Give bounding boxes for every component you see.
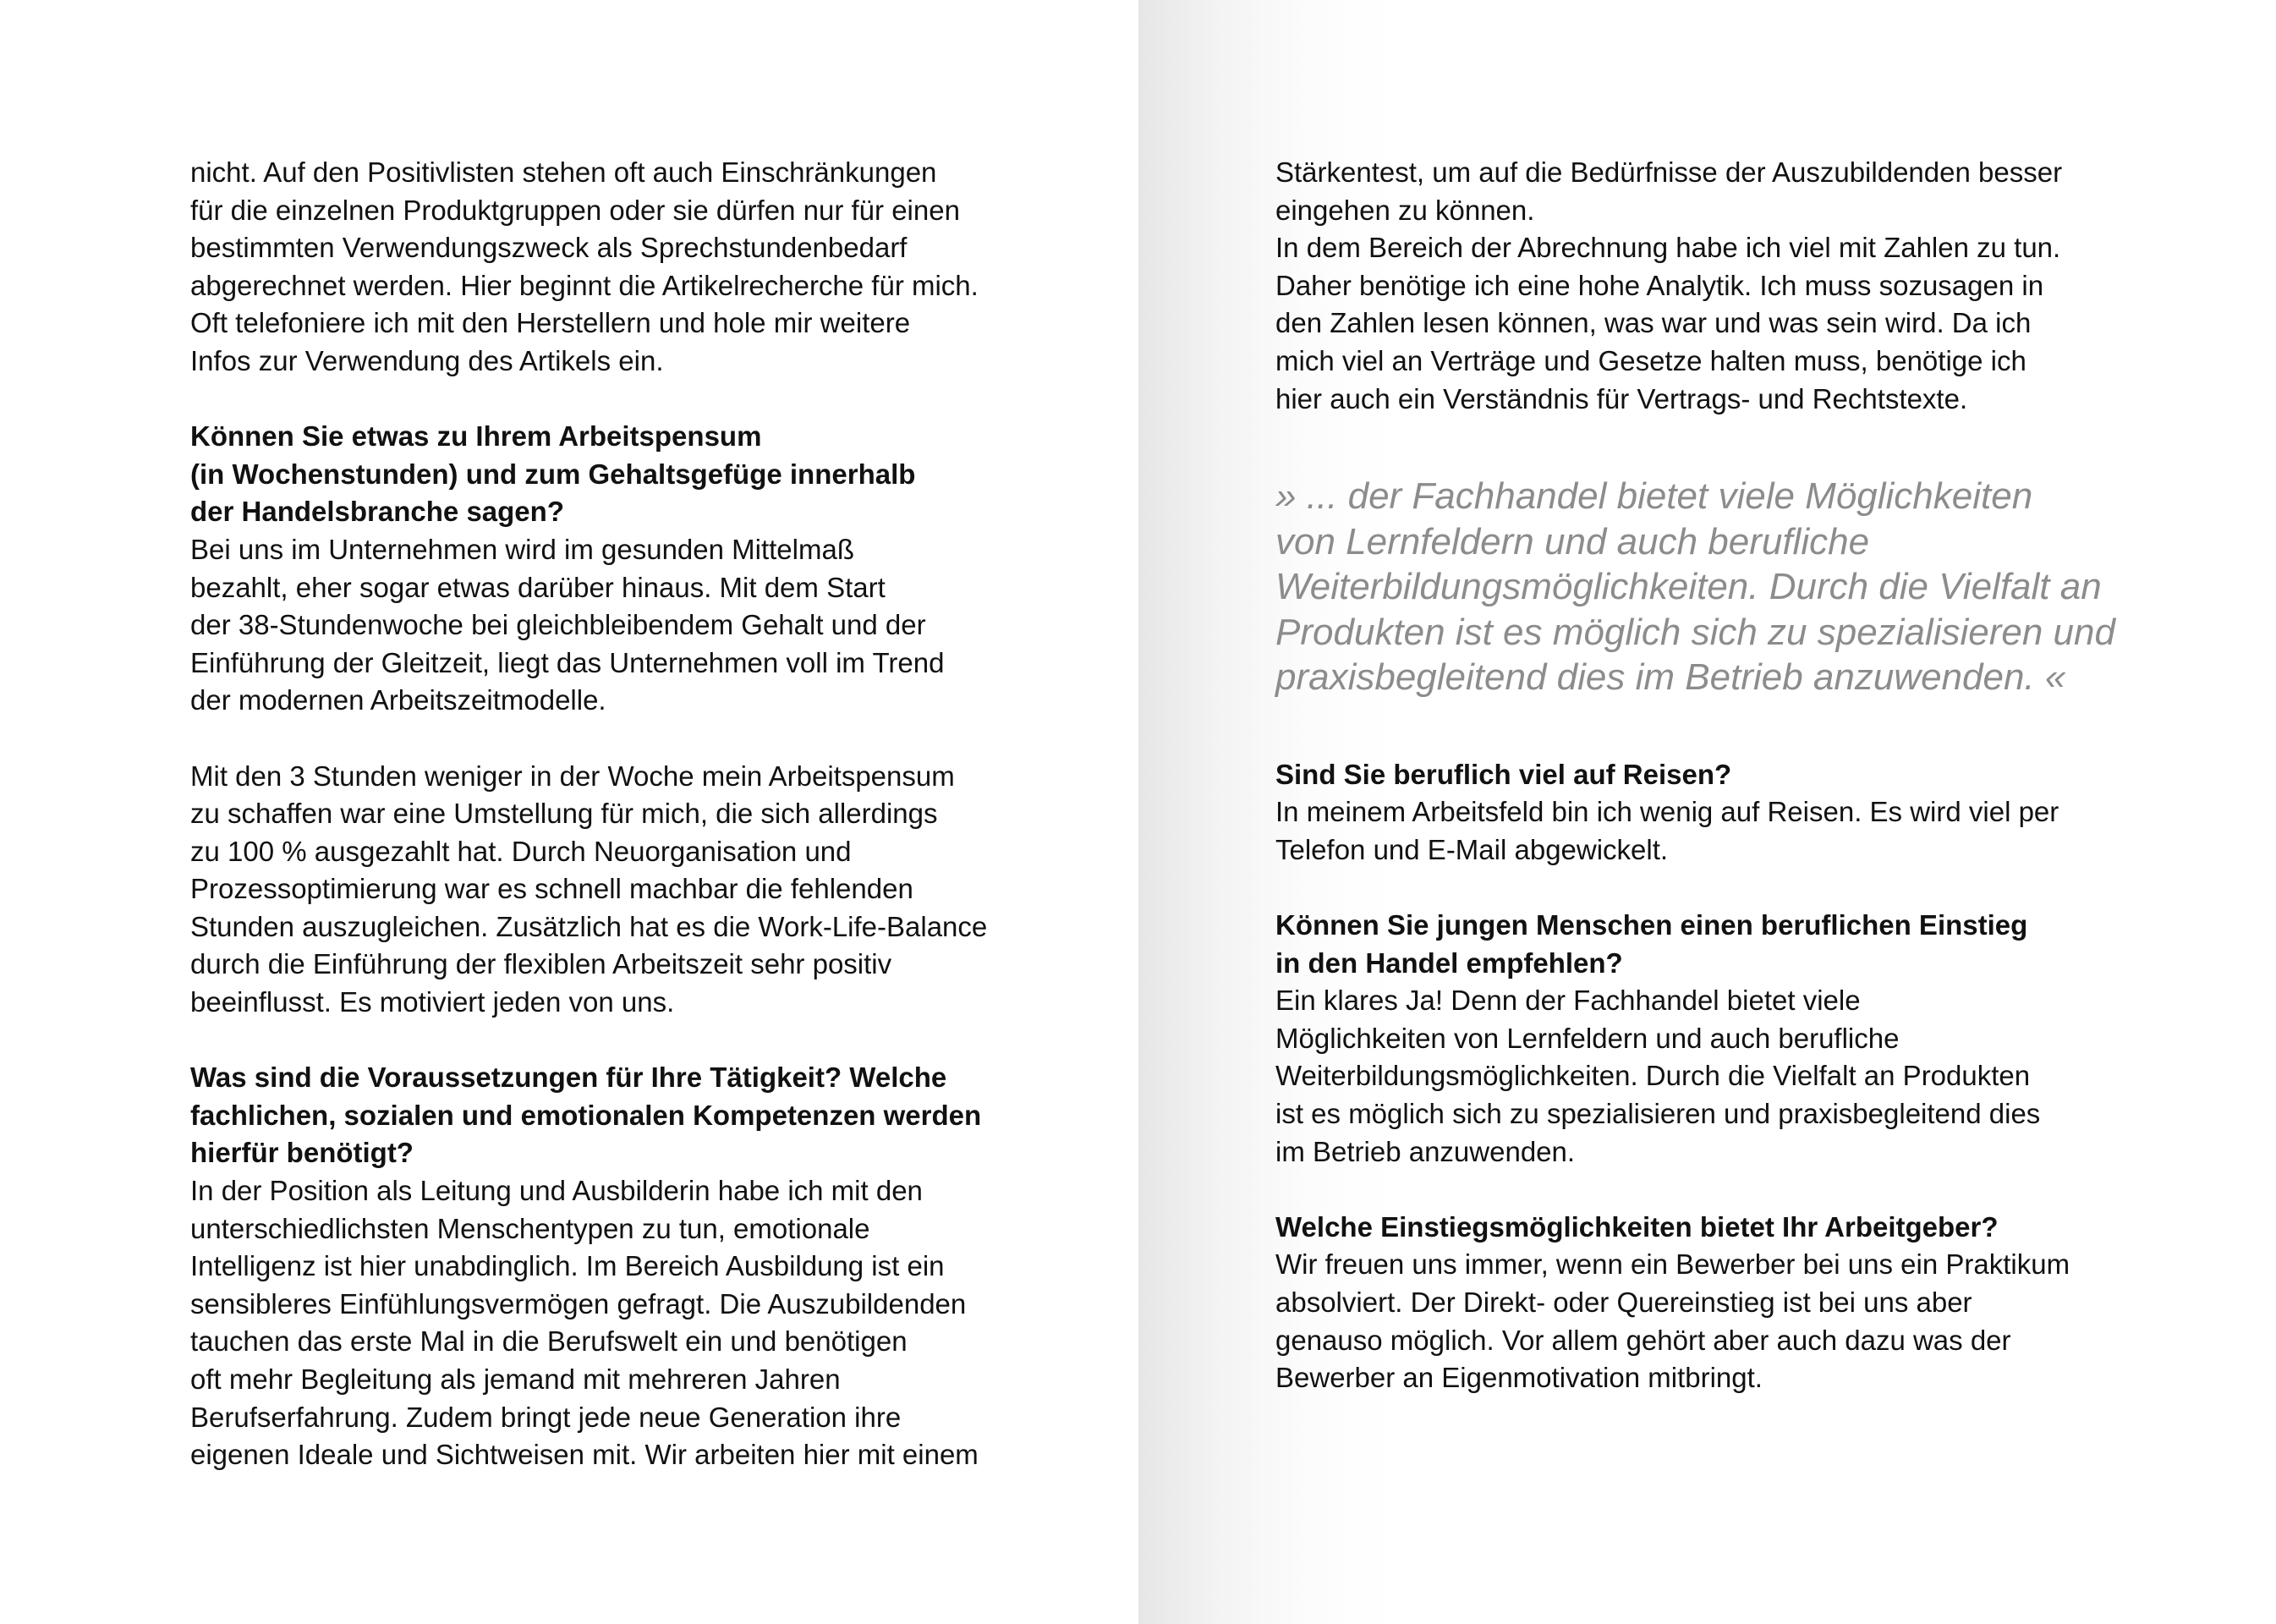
interview-answer bbox=[1275, 1246, 2189, 1396]
answer-line: Bewerber an Eigenmotivation mitbringt. bbox=[1275, 1362, 1763, 1394]
answer-line: In meinem Arbeitsfeld bin ich wenig auf Reisen. Es wird viel per bbox=[1275, 796, 2059, 828]
interview-answer bbox=[190, 531, 1036, 720]
question-line: (in Wochenstunden) und zum Gehaltsgefüge innerhalb bbox=[190, 458, 916, 490]
answer-line: bezahlt, eher sogar etwas darüber hinaus. Mit dem Start bbox=[190, 571, 886, 603]
answer-line: Wir freuen uns immer, wenn ein Bewerber bei uns ein Praktikum bbox=[1275, 1248, 2070, 1281]
answer-line: Berufserfahrung. Zudem bringt jede neue Generation ihre bbox=[190, 1401, 902, 1433]
text-line: mich viel an Verträge und Gesetze halten muss, benötige ich bbox=[1275, 344, 2026, 376]
right-page bbox=[1138, 0, 2276, 1624]
answer-line: im Betrieb anzuwenden. bbox=[1275, 1135, 1576, 1167]
text-line: beeinflusst. Es motiviert jeden von uns. bbox=[190, 986, 675, 1018]
interview-question bbox=[1275, 756, 2189, 794]
answer-line: genauso möglich. Vor allem gehört aber auch dazu was der bbox=[1275, 1324, 2011, 1356]
question-line: fachlichen, sozialen und emotionalen Kompetenzen werden bbox=[190, 1099, 982, 1131]
answer-line: oft mehr Begleitung als jemand mit mehreren Jahren bbox=[190, 1363, 841, 1395]
pull-quote bbox=[1275, 474, 2189, 700]
question-line: Können Sie jungen Menschen einen beruflichen Einstieg bbox=[1275, 909, 2028, 941]
qa-block bbox=[190, 1059, 1036, 1474]
interview-answer bbox=[1275, 982, 2189, 1171]
answer-line: Bei uns im Unternehmen wird im gesunden Mittelmaß bbox=[190, 533, 854, 565]
question-line: hierfür benötigt? bbox=[190, 1137, 414, 1169]
answer-line: Ein klares Ja! Denn der Fachhandel bietet viele bbox=[1275, 985, 1861, 1017]
right-text-column bbox=[1275, 154, 2189, 1435]
interview-question bbox=[1275, 1209, 2189, 1247]
qa-block bbox=[1275, 756, 2189, 870]
qa-block bbox=[1275, 907, 2189, 1171]
text-line: eingehen zu können. bbox=[1275, 194, 1535, 226]
interview-question bbox=[190, 1059, 1036, 1172]
question-line: in den Handel empfehlen? bbox=[1275, 946, 1623, 979]
answer-line: tauchen das erste Mal in die Berufswelt ein und benötigen bbox=[190, 1325, 908, 1358]
qa-block bbox=[1275, 1209, 2189, 1397]
answer-line: der 38-Stundenwoche bei gleichbleibendem Gehalt und der bbox=[190, 609, 926, 641]
quote-line: Weiterbildungsmöglichkeiten. Durch die Vielfalt an bbox=[1275, 566, 2102, 608]
answer-line: Intelligenz ist hier unabdinglich. Im Bereich Ausbildung ist ein bbox=[190, 1250, 945, 1282]
answer-line: Telefon und E-Mail abgewickelt. bbox=[1275, 833, 1669, 865]
text-line: durch die Einführung der flexiblen Arbeitszeit sehr positiv bbox=[190, 948, 892, 980]
paragraph bbox=[1275, 154, 2189, 418]
answer-line: absolviert. Der Direkt- oder Quereinstieg ist bei uns aber bbox=[1275, 1286, 1972, 1318]
quote-line: von Lernfeldern und auch berufliche bbox=[1275, 520, 1870, 562]
quote-line: Produkten ist es möglich sich zu spezialisieren und bbox=[1275, 611, 2115, 653]
interview-question bbox=[190, 418, 1036, 531]
text-line: nicht. Auf den Positivlisten stehen oft auch Einschränkungen bbox=[190, 156, 937, 188]
quote-line: praxisbegleitend dies im Betrieb anzuwenden. « bbox=[1275, 656, 2066, 699]
paragraph bbox=[190, 758, 1036, 1022]
text-line: bestimmten Verwendungszweck als Sprechstundenbedarf bbox=[190, 232, 908, 264]
question-line: Sind Sie beruflich viel auf Reisen? bbox=[1275, 758, 1732, 790]
text-line: zu 100 % ausgezahlt hat. Durch Neuorganisation und bbox=[190, 835, 852, 867]
interview-answer bbox=[1275, 793, 2189, 869]
text-line: Stärkentest, um auf die Bedürfnisse der Auszubildenden besser bbox=[1275, 156, 2063, 188]
text-line: hier auch ein Verständnis für Vertrags- und Rechtstexte. bbox=[1275, 382, 1968, 414]
answer-line: Möglichkeiten von Lernfeldern und auch berufliche bbox=[1275, 1022, 1900, 1054]
text-line: Mit den 3 Stunden weniger in der Woche mein Arbeitspensum bbox=[190, 760, 955, 792]
text-line: für die einzelnen Produktgruppen oder sie dürfen nur für einen bbox=[190, 194, 960, 226]
text-line: Prozessoptimierung war es schnell machbar die fehlenden bbox=[190, 873, 913, 905]
answer-line: Weiterbildungsmöglichkeiten. Durch die Vielfalt an Produkten bbox=[1275, 1060, 2031, 1092]
answer-line: unterschiedlichsten Menschentypen zu tun, emotionale bbox=[190, 1212, 870, 1244]
question-line: Welche Einstiegsmöglichkeiten bietet Ihr Arbeitgeber? bbox=[1275, 1210, 1999, 1243]
answer-line: sensibleres Einfühlungsvermögen gefragt. Die Auszubildenden bbox=[190, 1287, 967, 1320]
question-line: der Handelsbranche sagen? bbox=[190, 496, 564, 528]
paragraph bbox=[190, 154, 1036, 381]
text-line: abgerechnet werden. Hier beginnt die Artikelrecherche für mich. bbox=[190, 269, 979, 301]
text-line: Oft telefoniere ich mit den Herstellern und hole mir weitere bbox=[190, 307, 911, 339]
text-line: Daher benötige ich eine hohe Analytik. Ich muss sozusagen in bbox=[1275, 269, 2044, 301]
interview-answer bbox=[190, 1172, 1036, 1474]
answer-line: In der Position als Leitung und Ausbilderin habe ich mit den bbox=[190, 1175, 923, 1207]
qa-block bbox=[190, 418, 1036, 720]
left-text-column bbox=[190, 154, 1036, 1512]
answer-line: eigenen Ideale und Sichtweisen mit. Wir arbeiten hier mit einem bbox=[190, 1439, 979, 1471]
text-line: Infos zur Verwendung des Artikels ein. bbox=[190, 344, 664, 376]
text-line: Stunden auszugleichen. Zusätzlich hat es die Work-Life-Balance bbox=[190, 910, 988, 942]
quote-line: » ... der Fachhandel bietet viele Möglichkeiten bbox=[1275, 475, 2033, 518]
answer-line: Einführung der Gleitzeit, liegt das Unternehmen voll im Trend bbox=[190, 646, 945, 678]
text-line: den Zahlen lesen können, was war und was sein wird. Da ich bbox=[1275, 307, 2032, 339]
text-line: zu schaffen war eine Umstellung für mich, die sich allerdings bbox=[190, 798, 938, 830]
question-line: Können Sie etwas zu Ihrem Arbeitspensum bbox=[190, 420, 762, 453]
question-line: Was sind die Voraussetzungen für Ihre Tätigkeit? Welche bbox=[190, 1062, 947, 1094]
answer-line: ist es möglich sich zu spezialisieren und praxisbegleitend dies bbox=[1275, 1098, 2041, 1129]
interview-question bbox=[1275, 907, 2189, 982]
answer-line: der modernen Arbeitszeitmodelle. bbox=[190, 684, 606, 716]
text-line: In dem Bereich der Abrechnung habe ich viel mit Zahlen zu tun. bbox=[1275, 232, 2061, 264]
